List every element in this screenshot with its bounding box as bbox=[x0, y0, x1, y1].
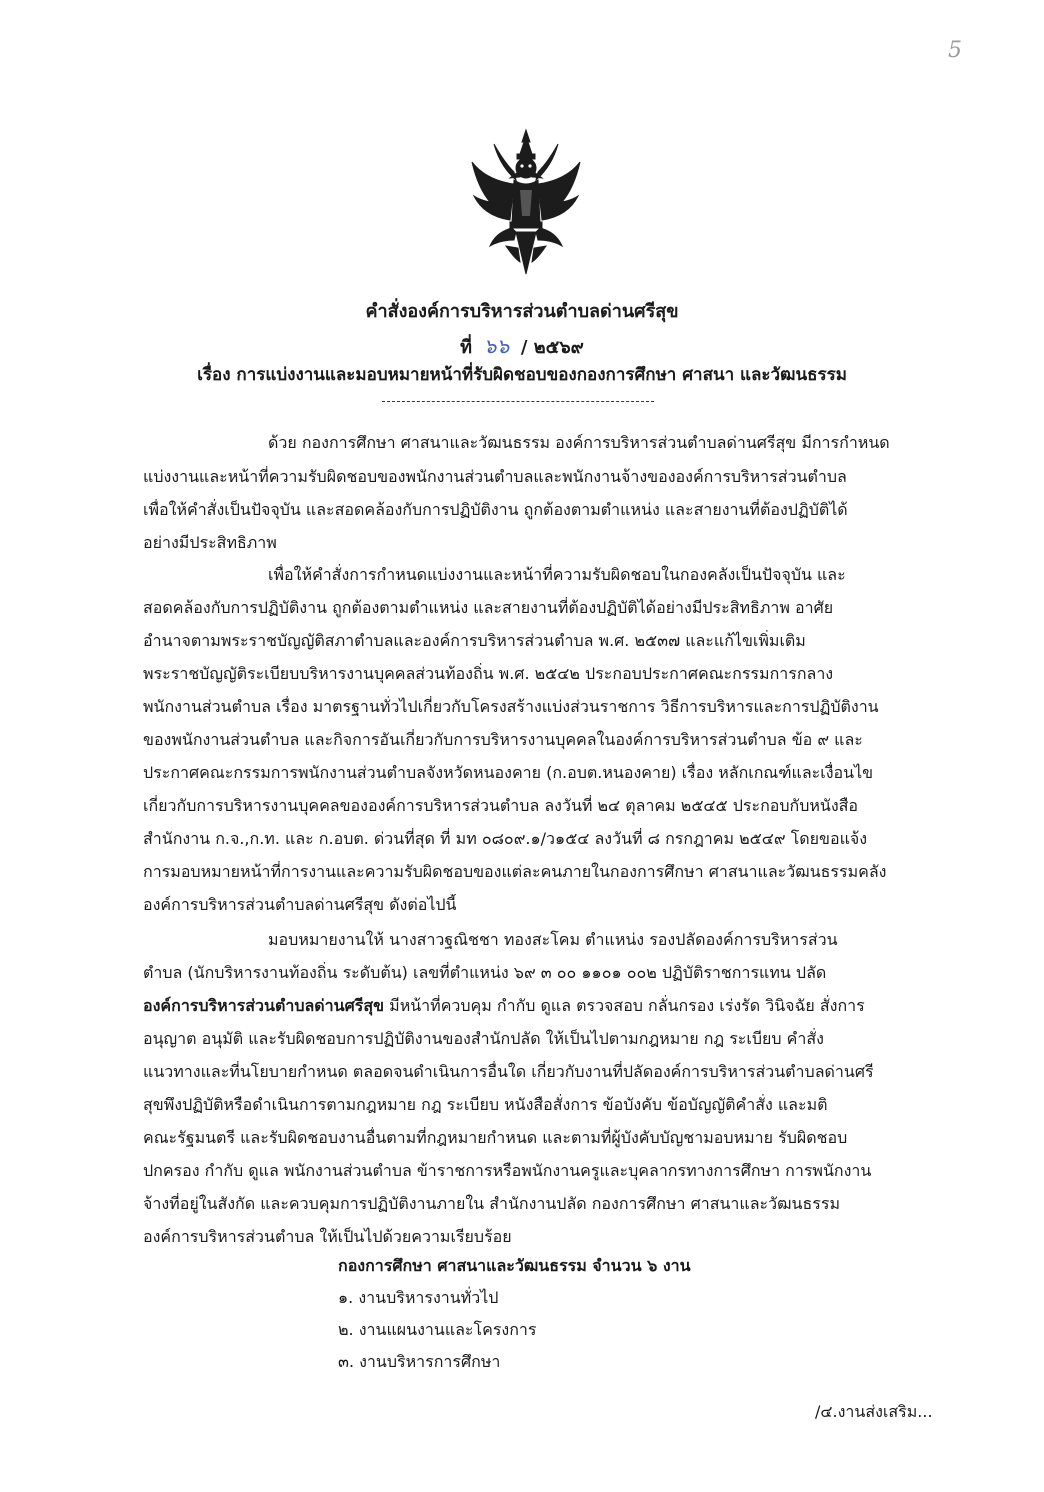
order-year: / ๒๕๖๙ bbox=[520, 337, 584, 358]
para2-line-1: เพื่อให้คำสั่งการกำหนดแบ่งงานและหน้าที่ความรับผิดชอบในกองคลังเป็นปัจจุบัน และ bbox=[268, 565, 846, 584]
work-list-heading: กองการศึกษา ศาสนาและวัฒนธรรม จำนวน ๖ งาน bbox=[338, 1256, 691, 1275]
para2-line-7: ประกาศคณะกรรมการพนักงานส่วนตำบลจังหวัดหนองคาย (ก.อบต.หนองคาย) เรื่อง หลักเกณฑ์และเงื่อนไข bbox=[143, 763, 874, 782]
para3-line-8: ปกครอง กำกับ ดูแล พนักงานส่วนตำบล ข้าราชการหรือพนักงานครูและบุคลากรทางการศึกษา การพนักงาน bbox=[143, 1161, 872, 1180]
para2-line-9: สำนักงาน ก.จ.,ก.ท. และ ก.อบต. ด่วนที่สุด ที่ มท ๐๘๐๙.๑/ว๑๕๔ ลงวันที่ ๘ กรกฎาคม ๒๕๔๙ โดยขอแจ้ง bbox=[143, 829, 868, 848]
order-prefix: ที่ bbox=[460, 337, 473, 358]
para2-line-4: พระราชบัญญัติระเบียบบริหารงานบุคคลส่วนท้องถิ่น พ.ศ. ๒๕๔๒ ประกอบประกาศคณะกรรมการกลาง bbox=[143, 664, 834, 683]
para1-line-3: เพื่อให้คำสั่งเป็นปัจจุบัน และสอดคล้องกับการปฏิบัติงาน ถูกต้องตามตำแหน่ง และสายงานที่ต้องปฏิบัติได้ bbox=[143, 500, 848, 519]
work-list-item: ๓. งานบริหารการศึกษา bbox=[338, 1352, 501, 1371]
para2-line-3: อำนาจตามพระราชบัญญัติสภาตำบลและองค์การบริหารส่วนตำบล พ.ศ. ๒๕๓๗ และแก้ไขเพิ่มเติม bbox=[143, 631, 806, 650]
para2-line-6: ของพนักงานส่วนตำบล และกิจการอันเกี่ยวกับการบริหารงานบุคคลในองค์การบริหารส่วนตำบล ข้อ ๙ และ bbox=[143, 730, 863, 749]
page-number-mark: 5 bbox=[948, 38, 962, 63]
para1-line-4: อย่างมีประสิทธิภาพ bbox=[143, 533, 277, 552]
para3-line-10: องค์การบริหารส่วนตำบล ให้เป็นไปด้วยความเรียบร้อย bbox=[143, 1227, 512, 1246]
para3-line-2: ตำบล (นักบริหารงานท้องถิ่น ระดับต้น) เลขที่ตำแหน่ง ๖๙ ๓ ๐๐ ๑๑๐๑ ๐๐๒ ปฏิบัติราชการแทน ปลัด bbox=[143, 963, 827, 982]
title-divider bbox=[382, 401, 654, 402]
para2-line-11: องค์การบริหารส่วนตำบลด่านศรีสุข ดังต่อไปนี้ bbox=[143, 895, 457, 914]
document-title: คำสั่งองค์การบริหารส่วนตำบลด่านศรีสุข bbox=[365, 301, 679, 322]
para3-line-7: คณะรัฐมนตรี และรับผิดชอบงานอื่นตามที่กฎหมายกำหนด และตามที่ผู้บังคับบัญชามอบหมาย รับผิดชอบ bbox=[143, 1128, 848, 1147]
para3-line-5: แนวทางและที่นโยบายกำหนด ตลอดจนดำเนินการอื่นใด เกี่ยวกับงานที่ปลัดองค์การบริหารส่วนตำบลด่านศรี bbox=[143, 1062, 874, 1081]
para1-line-1: ด้วย กองการศึกษา ศาสนาและวัฒนธรรม องค์การบริหารส่วนตำบลด่านศรีสุข มีการกำหนด bbox=[268, 433, 890, 452]
document-subject: เรื่อง การแบ่งงานและมอบหมายหน้าที่รับผิดชอบของกองการศึกษา ศาสนา และวัฒนธรรม bbox=[197, 365, 847, 385]
para3-line-3-bold: องค์การบริหารส่วนตำบลด่านศรีสุข bbox=[143, 996, 385, 1015]
order-number-handwritten: ๖๖ bbox=[483, 334, 510, 358]
para2-line-5: พนักงานส่วนตำบล เรื่อง มาตรฐานทั่วไปเกี่ยวกับโครงสร้างแบ่งส่วนราชการ วิธีการบริหารและการปฏิบัติงาน bbox=[143, 697, 879, 716]
para3-line-6: สุขพึงปฏิบัติหรือดำเนินการตามกฎหมาย กฎ ระเบียบ หนังสือสั่งการ ข้อบังคับ ข้อบัญญัติคำสั่ง และมติ bbox=[143, 1095, 828, 1114]
para1-line-2: แบ่งงานและหน้าที่ความรับผิดชอบของพนักงานส่วนตำบลและพนักงานจ้างขององค์การบริหารส่วนตำบล bbox=[143, 467, 847, 486]
garuda-emblem-icon bbox=[470, 128, 582, 276]
para3-line-3 bbox=[143, 995, 958, 1017]
work-list-item: ๑. งานบริหารงานทั่วไป bbox=[338, 1288, 499, 1307]
para3-line-9: จ้างที่อยู่ในสังกัด และควบคุมการปฏิบัติงานภายใน สำนักงานปลัด กองการศึกษา ศาสนาและวัฒนธรรม bbox=[143, 1194, 840, 1213]
para2-line-2: สอดคล้องกับการปฏิบัติงาน ถูกต้องตามตำแหน่ง และสายงานที่ต้องปฏิบัติได้อย่างมีประสิทธิภาพ อาศัย bbox=[143, 598, 834, 617]
continuation-marker: /๔.งานส่งเสริม... bbox=[815, 1402, 933, 1421]
para2-line-10: การมอบหมายหน้าที่การงานและความรับผิดชอบของแต่ละคนภายในกองการศึกษา ศาสนาและวัฒนธรรมคลัง bbox=[143, 862, 887, 881]
para3-line-3-rest: มีหน้าที่ควบคุม กำกับ ดูแล ตรวจสอบ กลั่นกรอง เร่งรัด วินิจฉัย สั่งการ bbox=[384, 996, 865, 1015]
para2-line-8: เกี่ยวกับการบริหารงานบุคคลขององค์การบริหารส่วนตำบล ลงวันที่ ๒๔ ตุลาคม ๒๕๔๕ ประกอบกับหนังสือ bbox=[143, 796, 859, 815]
para3-line-4: อนุญาต อนุมัติ และรับผิดชอบการปฏิบัติงานของสำนักปลัด ให้เป็นไปตามกฎหมาย กฎ ระเบียบ คำสั่ง bbox=[143, 1029, 824, 1048]
para3-line-1: มอบหมายงานให้ นางสาวฐณิชชา ทองสะโคม ตำแหน่ง รองปลัดองค์การบริหารส่วน bbox=[268, 930, 838, 949]
order-number-line bbox=[0, 330, 1044, 362]
work-list-item: ๒. งานแผนงานและโครงการ bbox=[338, 1320, 537, 1339]
